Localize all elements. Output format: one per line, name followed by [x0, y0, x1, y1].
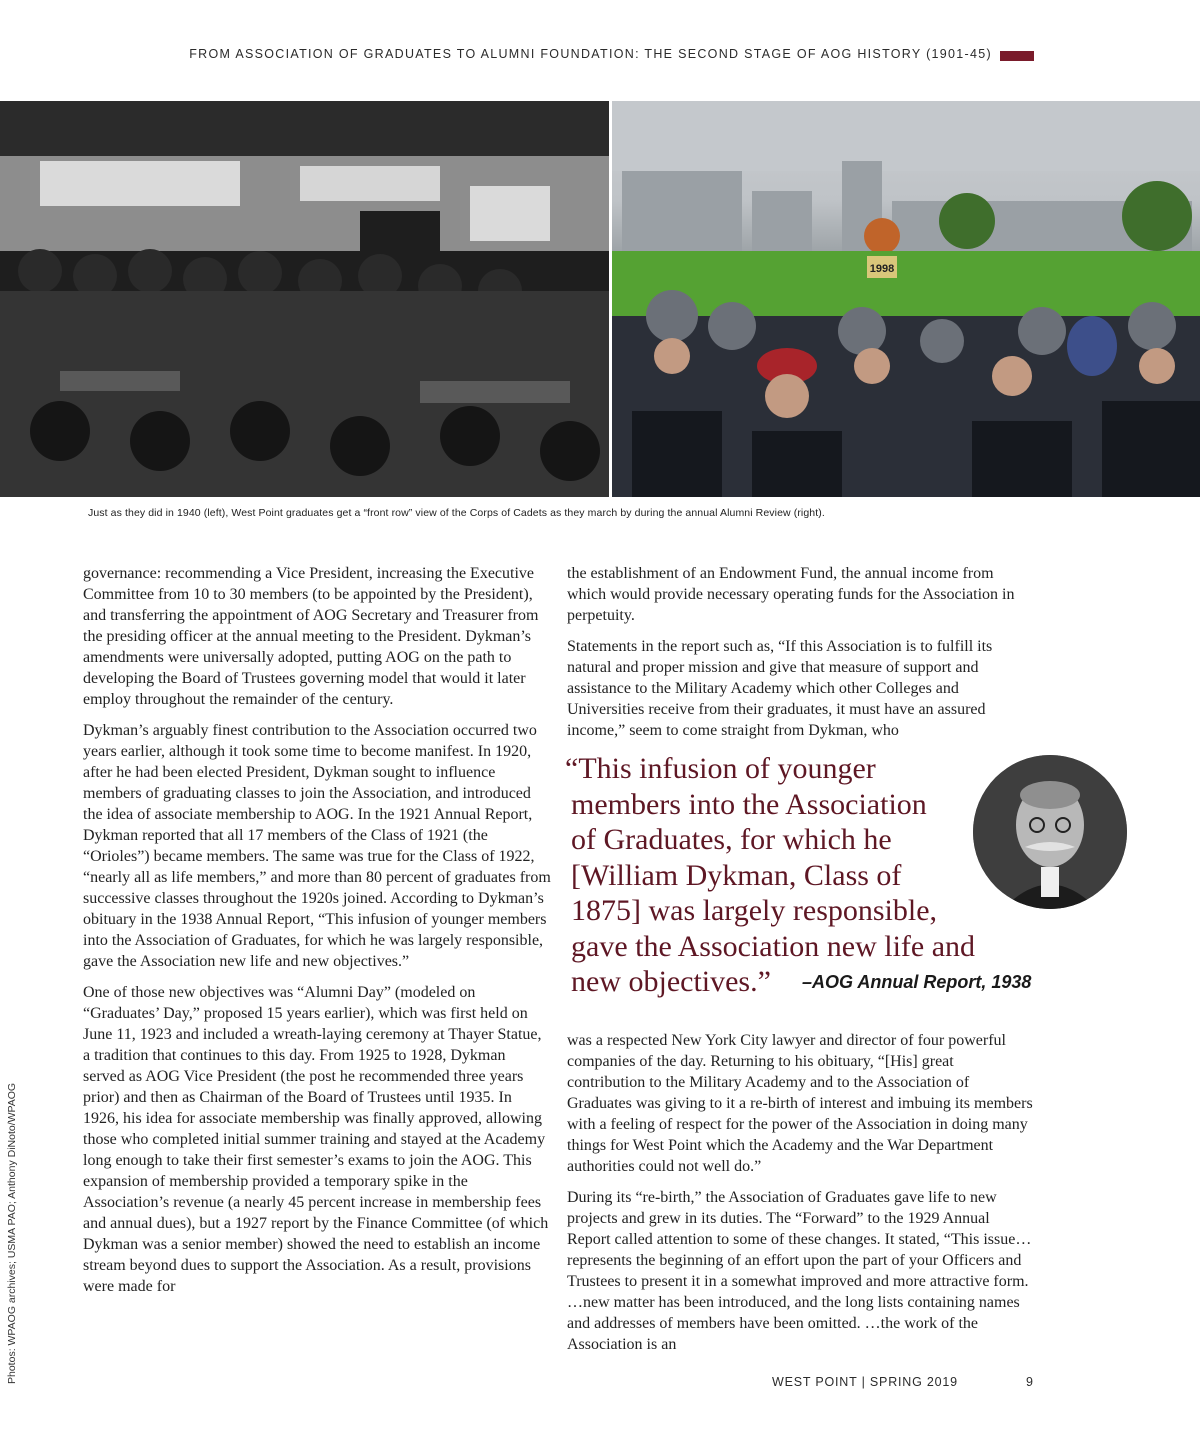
body-column-2-top [567, 563, 1033, 751]
body-paragraph: Dykman’s arguably finest contribution to the Association occurred two years earlier, although it took some time to become manifest. In 1920, after he had been elected President, Dykman sought to influence members of graduating classes to join the Association, and introduced the idea of associate membership to AOG. In the 1921 Annual Report, Dykman reported that all 17 members of the Class of 1921 (the “Orioles”) became members. The same was true for the Class of 1922, “nearly all as life members,” and more than 80 percent of graduates from successive classes throughout the 1920s joined. According to Dykman’s obituary in the 1938 Annual Report, “This infusion of younger members into the Association of Graduates, for which he was largely responsible, gave the Association new life and new objectives.” [83, 722, 551, 970]
page-number: 9 [1026, 1375, 1033, 1389]
pull-quote-attribution: –AOG Annual Report, 1938 [802, 972, 1032, 992]
body-paragraph: the establishment of an Endowment Fund, the annual income from which would provide necessary operating funds for the Association in perpetuity. [567, 565, 1015, 624]
body-paragraph: governance: recommending a Vice President, increasing the Executive Committee from 10 to 30 members (to be appointed by the President), and transferring the appointment of AOG Secretary and Treasurer from the presiding officer at the annual meeting to the President. Dykman’s amendments were universally adopted, putting AOG on the path to developing the Board of Trustees governing model that would it later employ throughout the remainder of the century. [83, 565, 539, 708]
body-column-1 [83, 563, 551, 1307]
pull-quote-line: new objectives.” [571, 965, 771, 998]
running-head: FROM ASSOCIATION OF GRADUATES TO ALUMNI FOUNDATION: THE SECOND STAGE OF AOG HISTORY (1901-45) [189, 47, 992, 61]
pull-quote-line: of Graduates, for which he [571, 823, 892, 856]
photo-credit: Photos: WPAOG archives; USMA PAO; Anthony DiNoto/WPAOG [6, 1082, 18, 1384]
body-paragraph: One of those new objectives was “Alumni Day” (modeled on “Graduates’ Day,” proposed 15 years earlier), which was first held on June 11, 1923 and included a wreath-laying ceremony at Thayer Statue, a tradition that continues to this day. From 1925 to 1928, Dykman served as AOG Vice President (the post he recommended three years prior) and then as Chairman of the Board of Trustees until 1935. In 1926, his idea for associate membership was finally approved, allowing those who completed initial summer training and stayed at the Academy long enough to take their first semester’s exams to join the AOG. This expansion of membership provided a temporary spike in the Association’s revenue (a nearly 45 percent increase in membership fees and annual dues), but a 1927 report by the Finance Committee (of which Dykman was a senior member) showed the need to establish an income stream beyond dues to support the Association. As a result, provisions were made for [83, 984, 549, 1295]
running-head-accent-bar [1000, 51, 1034, 61]
class-year-sign: 1998 [869, 263, 895, 275]
pull-quote-line: [William Dykman, Class of [571, 858, 902, 892]
pull-quote-line: gave the Association new life and [571, 929, 976, 963]
photo-alumni-review-recent [612, 101, 1200, 497]
folio: WEST POINT | SPRING 2019 [772, 1375, 958, 1389]
pull-quote-line: “This infusion of younger [565, 752, 876, 785]
body-paragraph: During its “re-birth,” the Association of Graduates gave life to new projects and grew in its duties. The “Forward” to the 1929 Annual Report called attention to some of these changes. It stated, “This issue…represents the beginning of an effort upon the part of your Officers and Trustees to present it in a somewhat improved and more attractive form. …new matter has been introduced, and the long lists containing names and addresses of members have been omitted. …the work of the Association is an [567, 1189, 1032, 1353]
body-column-2-bottom [567, 1030, 1033, 1365]
pull-quote-line: 1875] was largely responsible, [571, 894, 938, 927]
photo-alumni-review-1940 [0, 101, 609, 497]
body-paragraph: was a respected New York City lawyer and director of four powerful companies of the day. Returning to his obituary, “[His] great contribution to the Military Academy and to the Association of Graduates was giving to it a re-birth of interest and imbuing its members with a feeling of respect for the power of the Association in doing many things for West Point which the Academy and the War Department authorities could not well do.” [567, 1032, 1033, 1175]
portrait-william-dykman [973, 755, 1127, 909]
body-paragraph: Statements in the report such as, “If this Association is to fulfill its natural and proper mission and give that measure of support and assistance to the Military Academy which other Colleges and Universities receive from their graduates, it must have an assured income,” seem to come straight from Dykman, who [567, 638, 993, 739]
pull-quote [565, 751, 1035, 1000]
photo-caption: Just as they did in 1940 (left), West Point graduates get a “front row” view of the Corps of Cadets as they march by during the annual Alumni Review (right). [88, 507, 825, 519]
pull-quote-line: members into the Association [571, 787, 927, 821]
